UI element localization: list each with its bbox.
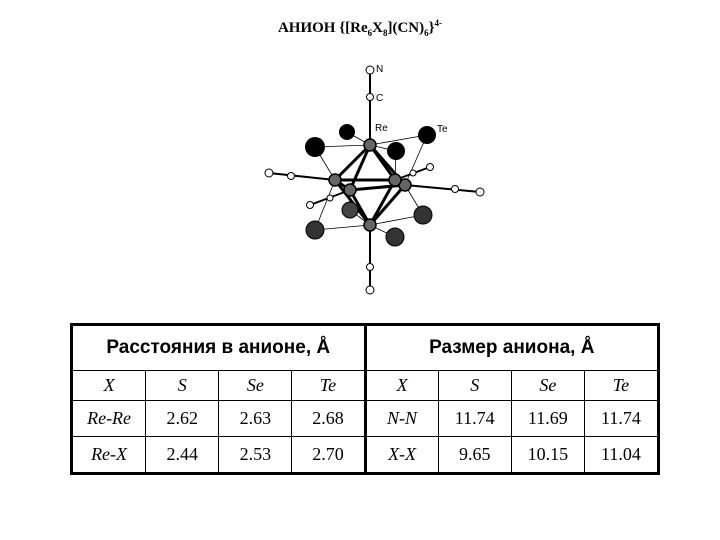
- title-sub-1: 6: [367, 28, 373, 38]
- title-prefix: АНИОН {[Re: [277, 20, 368, 36]
- left-header-x: X: [73, 371, 146, 401]
- title-sub-3: 6: [424, 28, 429, 38]
- left-header-s: S: [146, 371, 219, 401]
- cell-value: 2.53: [219, 437, 292, 473]
- row-label-x-x: X-X: [365, 437, 438, 473]
- title-charge: 4-: [434, 18, 443, 28]
- title-x: X: [372, 20, 383, 36]
- left-table-title: Расстояния в анионе, Å: [73, 326, 366, 371]
- right-header-s: S: [438, 371, 511, 401]
- label-c: C: [376, 93, 384, 104]
- label-n: N: [376, 64, 384, 75]
- cell-value: 11.74: [438, 401, 511, 437]
- row-label-re-re: Re-Re: [73, 401, 146, 437]
- page-title: [0, 18, 720, 38]
- left-header-te: Te: [292, 371, 365, 401]
- label-te: Te: [437, 124, 448, 135]
- cell-value: 11.04: [584, 437, 657, 473]
- title-mid: ](CN): [387, 20, 425, 36]
- label-re: Re: [375, 123, 388, 134]
- row-label-re-x: Re-X: [73, 437, 146, 473]
- cell-value: 11.74: [584, 401, 657, 437]
- cell-value: 2.68: [292, 401, 365, 437]
- molecule-structure: [255, 55, 485, 300]
- title-suffix: }: [428, 20, 435, 36]
- cell-value: 10.15: [511, 437, 584, 473]
- right-header-se: Se: [511, 371, 584, 401]
- cell-value: 2.44: [146, 437, 219, 473]
- data-grid: [72, 325, 658, 473]
- right-header-x: X: [365, 371, 438, 401]
- cell-value: 2.63: [219, 401, 292, 437]
- table-row: [73, 437, 658, 473]
- row-label-n-n: N-N: [365, 401, 438, 437]
- column-header-row: [73, 371, 658, 401]
- right-table-title: Размер аниона, Å: [365, 326, 658, 371]
- cell-value: 2.70: [292, 437, 365, 473]
- group-header-row: [73, 326, 658, 371]
- cell-value: 2.62: [146, 401, 219, 437]
- title-sub-2: 8: [382, 28, 388, 38]
- cell-value: 9.65: [438, 437, 511, 473]
- bond-left: [269, 173, 335, 180]
- bond-right: [405, 185, 480, 192]
- cell-value: 11.69: [511, 401, 584, 437]
- left-header-se: Se: [219, 371, 292, 401]
- cluster-drawing: [255, 55, 485, 300]
- right-header-te: Te: [584, 371, 657, 401]
- distance-table: [70, 323, 660, 475]
- table-row: [73, 401, 658, 437]
